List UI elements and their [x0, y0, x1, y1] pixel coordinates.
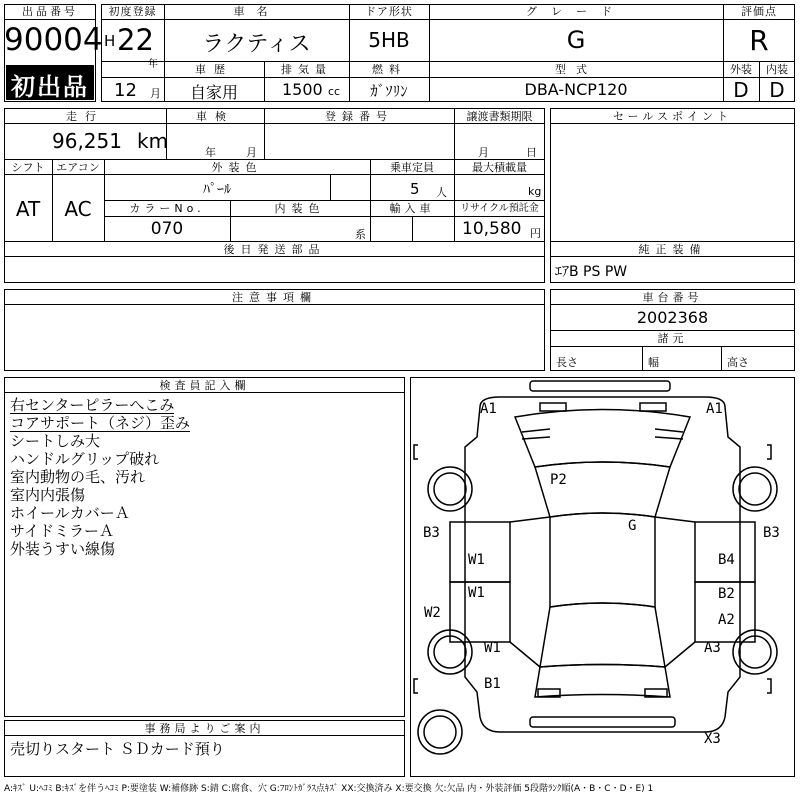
first-reg-month: 12 [114, 80, 137, 101]
interior-color-unit: 系 [355, 228, 366, 241]
damage-code-a3: A3 [704, 640, 721, 656]
remark-line [10, 414, 190, 432]
remarks-list [10, 396, 190, 558]
recycle-unit: 円 [530, 227, 541, 240]
lot-label: 出品番号 [22, 5, 78, 18]
damage-code-b3-left: B3 [423, 525, 440, 541]
grade-label: グレード [526, 5, 626, 18]
history-value: 自家用 [189, 83, 238, 102]
transfer-label: 譲渡書類期限 [466, 110, 533, 123]
remark-text: 右センターピラーへこみ [10, 396, 175, 414]
inspection-month: 月 [246, 146, 257, 159]
remark-text: コアサポート（ネジ）歪み [10, 414, 191, 432]
shift-value: AT [15, 197, 41, 221]
interior-label: 内装 [766, 63, 788, 76]
history-label: 車歴 [195, 63, 233, 76]
sales-points-label: セールスポイント [612, 110, 732, 123]
era: H [104, 32, 116, 50]
damage-code-w1-a: W1 [468, 552, 485, 568]
displacement-unit: cc [328, 85, 341, 98]
damage-code-w1-c: W1 [484, 640, 501, 656]
mileage-value: 96,251 [52, 129, 122, 153]
sales-points-box [550, 108, 795, 242]
damage-code-b3-right: B3 [763, 525, 780, 541]
score-label: 評価点 [741, 5, 777, 18]
remark-text: ハンドルグリップ破れ [10, 450, 160, 468]
color-value: ﾊﾟｰﾙ [203, 182, 231, 198]
chassis-value: 2002368 [636, 308, 709, 327]
ac-label: エアコン [56, 161, 100, 174]
model-value: DBA-NCP120 [524, 80, 628, 99]
lot-number: 90004 [4, 22, 103, 58]
remark-line [10, 396, 190, 414]
month-unit: 月 [150, 87, 161, 100]
grade-value: G [566, 26, 586, 54]
remark-line [10, 486, 190, 504]
width-label: 幅 [648, 356, 659, 369]
damage-code-x3: X3 [704, 731, 721, 747]
color-no-label: カラーNo. [129, 202, 205, 215]
car-name: ラクティス [202, 32, 311, 57]
score-value: R [749, 24, 769, 57]
legend-text: A:ｷｽﾞ U:ﾍｺﾐ B:ｷｽﾞを伴うﾍｺﾐ P:要塗装 W:補修跡 S:錆 C:腐食、穴 G:ﾌﾛﾝﾄｶﾞﾗｽ点ｷｽﾞ XX:交換済み X:要交換 欠:欠品 内・外装評価 5段階ﾗﾝｸ順(A・B・C・D・E) 1 [4, 784, 654, 794]
remark-text: 室内内張傷 [10, 486, 86, 504]
fuel-label: 燃料 [372, 63, 406, 76]
door-label: ドア形状 [365, 5, 413, 18]
model-label: 型式 [555, 63, 597, 76]
damage-code-a1-left: A1 [480, 401, 497, 417]
damage-code-p2: P2 [550, 472, 567, 488]
ac-value: AC [64, 197, 92, 221]
dims-label: 諸元 [657, 332, 688, 345]
exterior-label: 外装 [730, 63, 752, 76]
car-name-label: 車名 [233, 5, 280, 18]
load-label: 最大積載量 [472, 161, 527, 174]
damage-code-w2: W2 [424, 605, 441, 621]
damage-code-a1-right: A1 [706, 401, 723, 417]
shift-label: シフト [11, 161, 45, 174]
chassis-label: 車台番号 [642, 291, 703, 304]
notes-label: 注意事項欄 [232, 291, 317, 304]
capacity-label: 乗車定員 [390, 161, 434, 174]
office-note: 売切りスタート ＳＤカード預り [10, 740, 225, 758]
reg-no-label: 登録番号 [325, 110, 393, 123]
remark-line [10, 468, 190, 486]
damage-code-w1-b: W1 [468, 585, 485, 601]
interior-score: D [769, 78, 785, 102]
damage-code-b4: B4 [718, 552, 735, 568]
mileage-label: 走行 [66, 110, 104, 123]
later-parts-label: 後日発送部品 [223, 243, 326, 256]
damage-code-a2: A2 [718, 612, 735, 628]
exterior-score: D [733, 78, 749, 102]
office-label: 事務局よりご案内 [144, 722, 265, 735]
genuine-value: ｴｱB PS PW [555, 264, 628, 280]
displacement-value: 1500 [282, 80, 323, 99]
height-label: 高さ [727, 356, 749, 369]
transfer-day: 日 [526, 146, 537, 159]
load-unit: kg [528, 185, 542, 198]
length-label: 長さ [556, 356, 578, 369]
displacement-label: 排気量 [281, 63, 332, 76]
inspection-label: 車検 [196, 110, 234, 123]
remark-line [10, 522, 190, 540]
inspection-year: 年 [205, 146, 216, 159]
transfer-month: 月 [478, 146, 489, 159]
car-diagram [410, 377, 795, 777]
door-value: 5HB [368, 28, 410, 52]
remark-text: サイドミラーＡ [10, 522, 114, 540]
remark-text: ホイールカバーＡ [10, 504, 130, 522]
year-unit: 年 [148, 59, 158, 70]
fuel-value: ｶﾞｿﾘﾝ [370, 82, 408, 100]
color-label: 外装色 [211, 161, 263, 174]
damage-code-b1: B1 [484, 676, 501, 692]
recycle-value: 10,580 [462, 219, 522, 239]
remark-line [10, 504, 190, 522]
remark-text: 外装うすい線傷 [10, 540, 116, 558]
genuine-label: 純正装備 [638, 243, 707, 256]
remark-line [10, 432, 190, 450]
first-reg-year: 22 [117, 23, 154, 57]
remark-line [10, 540, 190, 558]
capacity-unit: 人 [436, 186, 447, 199]
mileage-unit: km [137, 129, 169, 153]
import-label: 輸入車 [389, 202, 435, 215]
remark-text: 室内動物の毛、汚れ [10, 468, 146, 486]
first-reg-label: 初度登録 [108, 5, 157, 18]
remark-text: シートしみ大 [10, 432, 101, 450]
color-no-value: 070 [150, 219, 184, 239]
inspector-label: 検査員記入欄 [159, 379, 250, 392]
damage-code-g: G [628, 518, 637, 534]
interior-color-label: 内装色 [274, 202, 326, 215]
first-listing-text: 初出品 [11, 73, 89, 101]
recycle-label: リサイクル預託金 [460, 203, 539, 214]
capacity-value: 5 [410, 180, 420, 198]
remark-line [10, 450, 190, 468]
damage-code-b2: B2 [718, 586, 735, 602]
